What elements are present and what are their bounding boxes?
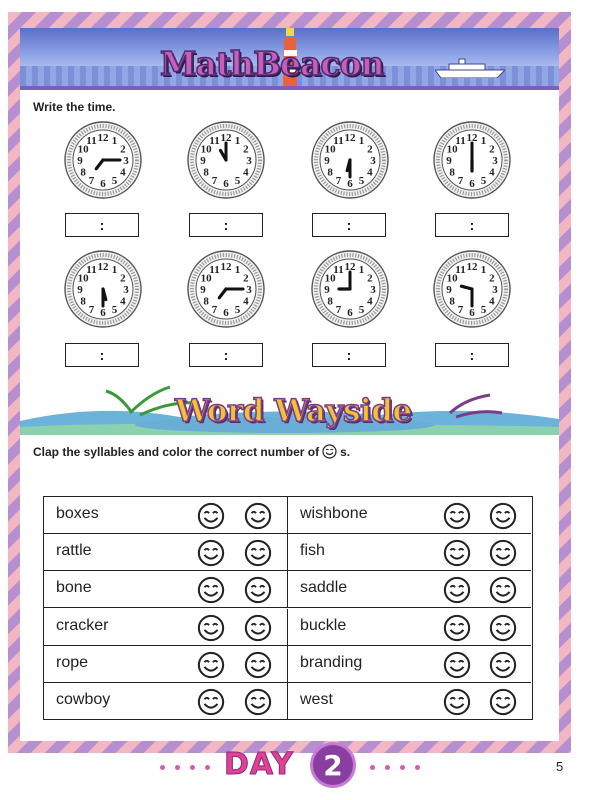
clock-numeral: 7	[211, 303, 218, 316]
footer-dot	[160, 765, 165, 770]
clock-numeral: 8	[203, 295, 209, 308]
clock-numeral: 7	[457, 303, 464, 316]
smiley-face[interactable]	[443, 576, 471, 604]
clock-numeral: 8	[449, 166, 455, 179]
syllable-word: rattle	[56, 542, 92, 560]
word-wayside-title: Word Wayside	[175, 393, 412, 429]
clock-numeral: 5	[480, 174, 487, 187]
word-row	[44, 497, 288, 534]
time-answer-box[interactable]: :	[189, 343, 263, 367]
word-row	[44, 609, 288, 646]
time-answer-box[interactable]: :	[312, 213, 386, 237]
clock-numeral: 4	[243, 166, 249, 179]
clock-numeral: 9	[446, 155, 452, 167]
clock-numeral: 2	[489, 143, 495, 156]
word-row	[288, 571, 531, 608]
clock-numeral: 5	[111, 303, 118, 316]
word-row	[288, 534, 531, 571]
clock-numeral: 10	[200, 143, 212, 156]
smiley-face[interactable]	[197, 539, 225, 567]
smiley-face[interactable]	[244, 651, 272, 679]
clock-numeral: 9	[77, 155, 83, 167]
clock-numeral: 4	[489, 166, 495, 179]
clock-numeral: 3	[370, 155, 376, 167]
clock-numeral: 1	[358, 264, 365, 277]
word-row	[288, 646, 531, 683]
time-answer-box[interactable]: :	[65, 213, 139, 237]
clock-numeral: 8	[327, 166, 333, 179]
clock-numeral: 11	[455, 264, 466, 277]
word-row	[288, 609, 531, 646]
clock-numeral: 12	[344, 132, 356, 144]
clock-numeral: 4	[243, 295, 249, 308]
clock-numeral: 12	[220, 261, 232, 273]
clock-numeral: 1	[480, 264, 487, 277]
syllable-table	[43, 496, 533, 720]
clock-numeral: 10	[200, 272, 212, 285]
clock-numeral: 6	[100, 307, 106, 319]
clock-numeral: 5	[234, 303, 241, 316]
clock-numeral: 2	[367, 143, 373, 156]
smiley-face[interactable]	[197, 651, 225, 679]
clock-face	[63, 120, 143, 200]
clock-numeral: 12	[220, 132, 232, 144]
clock-numeral: 1	[234, 135, 241, 148]
clock-numeral: 8	[203, 166, 209, 179]
syllable-instruction-after: s.	[340, 444, 351, 459]
clock-numeral: 4	[489, 295, 495, 308]
syllable-word: boxes	[56, 505, 99, 522]
clock-face	[63, 249, 143, 329]
clock-numeral: 10	[446, 272, 458, 285]
clock-numeral: 3	[123, 284, 129, 296]
clock-numeral: 3	[370, 284, 376, 296]
clock-numeral: 9	[446, 284, 452, 296]
clock-numeral: 4	[367, 295, 373, 308]
clock-numeral: 11	[209, 264, 220, 277]
clock-numeral: 3	[492, 284, 498, 296]
syllable-word: saddle	[300, 579, 348, 597]
footer-dot	[415, 765, 420, 770]
smiley-face[interactable]	[197, 502, 225, 530]
syllable-word: wishbone	[300, 505, 368, 522]
word-row	[44, 683, 288, 720]
clock-numeral: 6	[347, 307, 353, 319]
syllable-word: west	[300, 691, 333, 708]
clock-numeral: 12	[466, 132, 478, 144]
clock-numeral: 12	[466, 261, 478, 273]
smiley-face[interactable]	[443, 502, 471, 530]
clock-numeral: 5	[358, 174, 365, 187]
syllable-word: buckle	[300, 616, 347, 634]
smiley-face[interactable]	[244, 502, 272, 530]
time-answer-box[interactable]: :	[65, 343, 139, 367]
clock-numeral: 10	[446, 143, 458, 156]
clock-face	[186, 120, 266, 200]
smiley-face[interactable]	[244, 576, 272, 604]
clock-numeral: 7	[211, 174, 218, 187]
clock-numeral: 6	[347, 178, 353, 190]
ship-icon	[435, 58, 505, 78]
word-row	[44, 571, 288, 608]
banner-stripe	[20, 86, 559, 90]
clock-face	[310, 249, 390, 329]
syllable-instruction	[33, 444, 350, 459]
smiley-face[interactable]	[443, 688, 471, 716]
clock-numeral: 9	[200, 155, 206, 167]
footer-dot	[205, 765, 210, 770]
clock-numeral: 2	[120, 143, 126, 156]
clock-numeral: 7	[335, 174, 342, 187]
clock-numeral: 12	[97, 132, 109, 144]
page-footer	[0, 745, 597, 790]
clock-numeral: 6	[469, 307, 475, 319]
smiley-face[interactable]	[489, 688, 517, 716]
smiley-face[interactable]	[197, 614, 225, 642]
smiley-face[interactable]	[489, 539, 517, 567]
clock-numeral: 1	[480, 135, 487, 148]
clock-numeral: 8	[80, 295, 86, 308]
smiley-face[interactable]	[489, 576, 517, 604]
clock-numeral: 4	[367, 166, 373, 179]
clock-numeral: 10	[324, 143, 336, 156]
footer-dot	[385, 765, 390, 770]
word-row	[44, 646, 288, 683]
smiley-face[interactable]	[244, 539, 272, 567]
clock-numeral: 7	[88, 174, 95, 187]
syllable-word: branding	[300, 653, 363, 671]
clock-numeral: 11	[86, 135, 97, 148]
clock-numeral: 11	[86, 264, 97, 277]
smiley-face[interactable]	[489, 502, 517, 530]
clock-numeral: 3	[492, 155, 498, 167]
clock-numeral: 3	[123, 155, 129, 167]
syllable-word: fish	[300, 542, 325, 560]
clock-numeral: 8	[449, 295, 455, 308]
clock-numeral: 3	[246, 284, 252, 296]
math-beacon-banner	[20, 28, 559, 90]
time-answer-box[interactable]: :	[312, 343, 386, 367]
smiley-face[interactable]	[244, 688, 272, 716]
clock-numeral: 5	[480, 303, 487, 316]
day-number: 2	[313, 745, 353, 785]
clock-numeral: 7	[335, 303, 342, 316]
clock-numeral: 5	[111, 174, 118, 187]
clock-numeral: 2	[120, 272, 126, 285]
clock-face	[186, 249, 266, 329]
clock-numeral: 2	[367, 272, 373, 285]
clock-numeral: 5	[358, 303, 365, 316]
math-beacon-title: MathBeacon	[160, 44, 384, 83]
smiley-face[interactable]	[489, 614, 517, 642]
syllable-word: cowboy	[56, 691, 111, 708]
clock-numeral: 6	[223, 178, 229, 190]
day-label: DAY	[224, 747, 294, 782]
clock-numeral: 9	[324, 284, 330, 296]
clock-numeral: 12	[97, 261, 109, 273]
footer-dot	[175, 765, 180, 770]
clock-numeral: 7	[88, 303, 95, 316]
clock-numeral: 7	[457, 174, 464, 187]
syllable-word: rope	[56, 653, 89, 671]
clock-numeral: 10	[324, 272, 336, 285]
clock-numeral: 6	[223, 307, 229, 319]
syllable-instruction-before: Clap the syllables and color the correct number of	[33, 444, 320, 459]
footer-dot	[190, 765, 195, 770]
smiley-face[interactable]	[197, 576, 225, 604]
footer-dot	[370, 765, 375, 770]
word-wayside-banner	[20, 383, 559, 435]
clock-numeral: 9	[200, 284, 206, 296]
smiley-face[interactable]	[443, 651, 471, 679]
clock-face	[432, 249, 512, 329]
word-row	[288, 683, 531, 720]
clock-numeral: 1	[234, 264, 241, 277]
time-answer-box[interactable]: :	[189, 213, 263, 237]
clock-numeral: 1	[111, 264, 118, 277]
syllable-word: bone	[56, 579, 92, 597]
clock-numeral: 6	[469, 178, 475, 190]
clock-numeral: 11	[209, 135, 220, 148]
smiley-face[interactable]	[244, 614, 272, 642]
clock-numeral: 9	[324, 155, 330, 167]
clock-numeral: 6	[100, 178, 106, 190]
clock-numeral: 2	[243, 143, 249, 156]
smiley-face[interactable]	[489, 651, 517, 679]
clock-numeral: 11	[455, 135, 466, 148]
clock-numeral: 8	[327, 295, 333, 308]
footer-dot	[400, 765, 405, 770]
smiley-face[interactable]	[197, 688, 225, 716]
clock-numeral: 11	[333, 264, 344, 277]
clock-numeral: 10	[77, 143, 89, 156]
clock-numeral: 1	[111, 135, 118, 148]
clock-numeral: 2	[243, 272, 249, 285]
word-row	[288, 497, 531, 534]
smiley-face[interactable]	[443, 614, 471, 642]
clock-numeral: 4	[120, 295, 126, 308]
time-answer-box[interactable]: :	[435, 343, 509, 367]
clock-numeral: 11	[333, 135, 344, 148]
smiley-face[interactable]	[443, 539, 471, 567]
time-answer-box[interactable]: :	[435, 213, 509, 237]
clock-numeral: 3	[246, 155, 252, 167]
smiley-icon	[322, 444, 337, 459]
clock-numeral: 8	[80, 166, 86, 179]
clock-numeral: 5	[234, 174, 241, 187]
clock-numeral: 12	[344, 261, 356, 273]
clock-face	[310, 120, 390, 200]
clock-numeral: 2	[489, 272, 495, 285]
clock-numeral: 10	[77, 272, 89, 285]
clock-numeral: 1	[358, 135, 365, 148]
syllable-word: cracker	[56, 616, 109, 634]
word-row	[44, 534, 288, 571]
clock-instruction: Write the time.	[33, 100, 116, 114]
clock-face	[432, 120, 512, 200]
clock-numeral: 4	[120, 166, 126, 179]
clock-numeral: 9	[77, 284, 83, 296]
page-number: 5	[556, 759, 564, 774]
